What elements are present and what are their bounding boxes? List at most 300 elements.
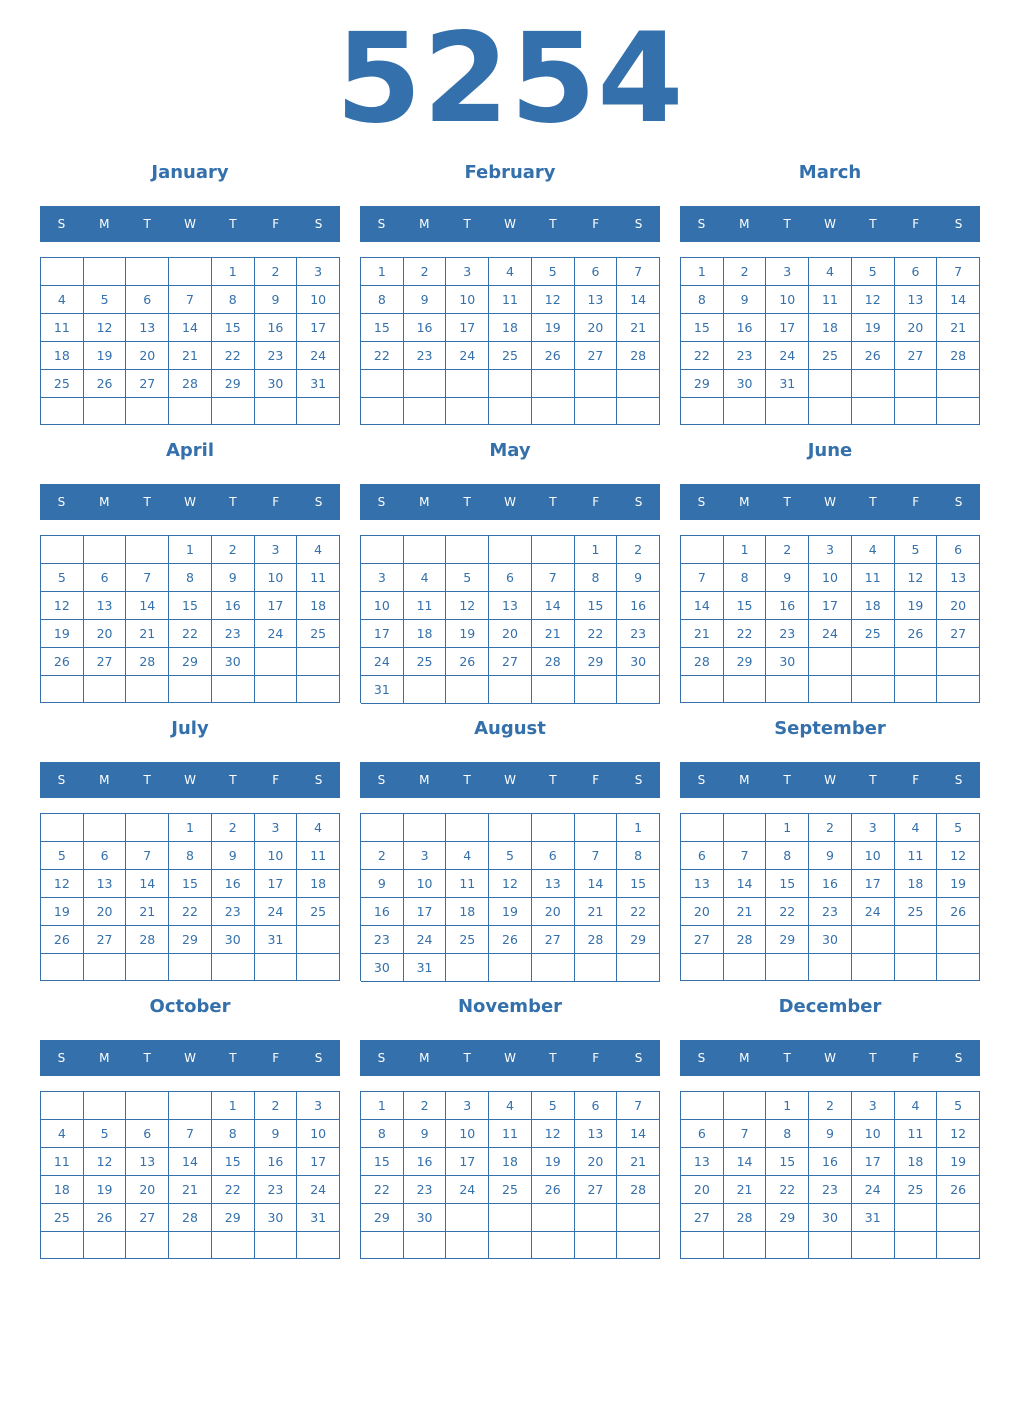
- day-cell: 23: [617, 620, 660, 648]
- day-cell: 29: [766, 1204, 809, 1232]
- day-cell: 1: [212, 1092, 255, 1120]
- day-cell: [895, 926, 938, 954]
- day-cell: 5: [84, 1120, 127, 1148]
- day-cell: 13: [575, 1120, 618, 1148]
- day-cell: 24: [809, 620, 852, 648]
- day-grid: [680, 1091, 980, 1259]
- weekday-label: T: [869, 1051, 877, 1065]
- weekday-label: T: [869, 217, 877, 231]
- day-cell: 4: [404, 564, 447, 592]
- day-cell: 26: [41, 926, 84, 954]
- day-cell: 14: [681, 592, 724, 620]
- day-cell: [169, 398, 212, 425]
- day-cell: [126, 1232, 169, 1259]
- day-cell: [532, 398, 575, 426]
- day-cell: 6: [84, 842, 127, 870]
- day-cell: 8: [212, 286, 255, 314]
- day-cell: 4: [41, 1120, 84, 1148]
- day-cell: 16: [404, 314, 447, 342]
- day-cell: 27: [681, 926, 724, 954]
- day-cell: 8: [169, 842, 212, 870]
- day-cell: 22: [766, 898, 809, 926]
- day-cell: 15: [361, 1148, 404, 1176]
- day-cell: 2: [404, 1092, 447, 1120]
- day-cell: 28: [617, 1176, 660, 1204]
- day-cell: 9: [212, 564, 255, 592]
- weekday-label: T: [783, 495, 791, 509]
- day-cell: 19: [532, 314, 575, 342]
- day-cell: [446, 954, 489, 982]
- day-cell: 9: [404, 286, 447, 314]
- day-cell: 18: [489, 314, 532, 342]
- day-cell: 27: [84, 926, 127, 954]
- day-cell: [297, 648, 340, 676]
- day-cell: [895, 398, 938, 425]
- day-cell: [84, 1092, 127, 1120]
- day-cell: [489, 398, 532, 426]
- weekday-label: S: [314, 495, 323, 509]
- day-cell: 5: [84, 286, 127, 314]
- day-cell: [84, 1232, 127, 1259]
- weekday-label: M: [739, 773, 750, 787]
- day-cell: 9: [255, 1120, 298, 1148]
- day-cell: 19: [895, 592, 938, 620]
- day-cell: 31: [404, 954, 447, 982]
- month-title: October: [149, 996, 231, 1017]
- day-cell: 20: [575, 1148, 618, 1176]
- weekday-label: S: [697, 1051, 706, 1065]
- weekday-label: M: [99, 217, 110, 231]
- day-cell: 22: [766, 1176, 809, 1204]
- day-cell: [489, 370, 532, 398]
- day-cell: 23: [361, 926, 404, 954]
- weekday-label: W: [824, 217, 836, 231]
- day-cell: 13: [937, 564, 980, 592]
- day-cell: [169, 676, 212, 703]
- day-cell: [766, 676, 809, 703]
- day-cell: 6: [575, 1092, 618, 1120]
- day-cell: [617, 1232, 660, 1259]
- day-cell: 21: [724, 1176, 767, 1204]
- day-cell: [766, 1232, 809, 1259]
- day-cell: 4: [41, 286, 84, 314]
- day-cell: 31: [255, 926, 298, 954]
- day-cell: 30: [809, 926, 852, 954]
- day-cell: 14: [169, 314, 212, 342]
- day-cell: 24: [297, 342, 340, 370]
- day-cell: 12: [895, 564, 938, 592]
- day-cell: 30: [404, 1204, 447, 1232]
- day-cell: 11: [852, 564, 895, 592]
- day-cell: [724, 1232, 767, 1259]
- month-title: February: [464, 162, 556, 183]
- day-cell: [489, 1232, 532, 1259]
- weekday-label: W: [824, 495, 836, 509]
- day-cell: [126, 258, 169, 286]
- day-cell: 3: [255, 536, 298, 564]
- weekday-label: M: [419, 1051, 430, 1065]
- day-cell: 9: [617, 564, 660, 592]
- day-cell: [84, 676, 127, 703]
- day-cell: [361, 536, 404, 564]
- day-cell: 20: [681, 898, 724, 926]
- day-cell: 3: [446, 1092, 489, 1120]
- day-cell: 10: [766, 286, 809, 314]
- day-cell: 17: [852, 1148, 895, 1176]
- day-cell: 15: [681, 314, 724, 342]
- day-cell: 25: [489, 1176, 532, 1204]
- day-cell: 1: [617, 814, 660, 842]
- day-cell: 30: [766, 648, 809, 676]
- day-cell: 9: [361, 870, 404, 898]
- day-cell: 9: [724, 286, 767, 314]
- day-cell: 6: [681, 842, 724, 870]
- day-cell: 19: [41, 898, 84, 926]
- day-cell: [575, 814, 618, 842]
- day-cell: 7: [126, 564, 169, 592]
- weekday-header: [40, 206, 340, 242]
- day-cell: 6: [84, 564, 127, 592]
- day-grid: [680, 535, 980, 703]
- day-cell: 17: [404, 898, 447, 926]
- day-cell: 9: [766, 564, 809, 592]
- day-cell: 4: [446, 842, 489, 870]
- weekday-label: M: [419, 773, 430, 787]
- day-cell: [489, 814, 532, 842]
- day-grid: [680, 813, 980, 981]
- day-cell: 22: [169, 898, 212, 926]
- day-cell: 24: [446, 1176, 489, 1204]
- day-cell: 18: [446, 898, 489, 926]
- weekday-header: [360, 1040, 660, 1076]
- day-cell: 5: [937, 814, 980, 842]
- day-cell: 15: [361, 314, 404, 342]
- day-cell: 7: [617, 258, 660, 286]
- weekday-label: M: [739, 1051, 750, 1065]
- day-cell: 12: [852, 286, 895, 314]
- day-cell: 10: [446, 286, 489, 314]
- day-grid: [40, 1091, 340, 1259]
- weekday-label: M: [99, 495, 110, 509]
- weekday-label: T: [783, 217, 791, 231]
- day-cell: 18: [852, 592, 895, 620]
- day-cell: 25: [297, 620, 340, 648]
- day-cell: 13: [681, 1148, 724, 1176]
- day-grid: [360, 813, 660, 981]
- day-cell: 24: [255, 620, 298, 648]
- day-cell: [724, 1092, 767, 1120]
- weekday-label: W: [184, 217, 196, 231]
- day-cell: 8: [724, 564, 767, 592]
- day-cell: 3: [297, 1092, 340, 1120]
- day-cell: 4: [852, 536, 895, 564]
- weekday-label: S: [57, 1051, 66, 1065]
- day-cell: 25: [41, 1204, 84, 1232]
- day-cell: 31: [297, 1204, 340, 1232]
- day-cell: [255, 676, 298, 703]
- day-cell: 11: [297, 842, 340, 870]
- day-cell: 22: [212, 342, 255, 370]
- day-cell: 17: [809, 592, 852, 620]
- day-cell: 27: [575, 342, 618, 370]
- day-cell: 18: [489, 1148, 532, 1176]
- day-cell: [84, 814, 127, 842]
- day-cell: 15: [212, 1148, 255, 1176]
- day-cell: 17: [255, 592, 298, 620]
- weekday-label: T: [869, 773, 877, 787]
- day-cell: 14: [575, 870, 618, 898]
- weekday-label: S: [57, 495, 66, 509]
- weekday-label: T: [229, 217, 237, 231]
- day-cell: 21: [681, 620, 724, 648]
- day-grid: [40, 535, 340, 703]
- weekday-label: T: [463, 773, 471, 787]
- day-cell: 30: [212, 926, 255, 954]
- day-cell: 21: [575, 898, 618, 926]
- day-cell: 5: [852, 258, 895, 286]
- day-cell: 20: [126, 342, 169, 370]
- day-cell: 6: [895, 258, 938, 286]
- day-cell: [852, 648, 895, 676]
- day-cell: [361, 370, 404, 398]
- day-cell: 30: [212, 648, 255, 676]
- day-cell: 1: [169, 814, 212, 842]
- weekday-label: M: [419, 495, 430, 509]
- day-cell: 17: [297, 1148, 340, 1176]
- day-cell: 27: [895, 342, 938, 370]
- day-cell: 28: [126, 648, 169, 676]
- day-cell: 10: [255, 842, 298, 870]
- day-cell: [126, 954, 169, 981]
- day-cell: 19: [532, 1148, 575, 1176]
- weekday-label: S: [377, 217, 386, 231]
- weekday-label: T: [463, 217, 471, 231]
- day-cell: [126, 536, 169, 564]
- day-cell: [446, 536, 489, 564]
- day-cell: 3: [852, 1092, 895, 1120]
- day-grid: [40, 813, 340, 981]
- day-cell: 10: [297, 286, 340, 314]
- day-cell: 23: [809, 1176, 852, 1204]
- day-cell: 29: [361, 1204, 404, 1232]
- day-cell: 16: [255, 314, 298, 342]
- day-cell: 10: [404, 870, 447, 898]
- day-cell: [575, 676, 618, 704]
- day-cell: [126, 398, 169, 425]
- day-cell: 16: [404, 1148, 447, 1176]
- day-cell: 2: [212, 536, 255, 564]
- day-cell: 11: [297, 564, 340, 592]
- day-cell: 27: [84, 648, 127, 676]
- weekday-label: M: [419, 217, 430, 231]
- day-cell: 27: [937, 620, 980, 648]
- day-cell: 2: [724, 258, 767, 286]
- day-cell: [809, 370, 852, 398]
- day-cell: 19: [446, 620, 489, 648]
- weekday-header: [360, 206, 660, 242]
- day-cell: [895, 648, 938, 676]
- weekday-header: [40, 1040, 340, 1076]
- day-cell: 12: [532, 286, 575, 314]
- day-cell: 13: [84, 592, 127, 620]
- weekday-label: W: [504, 1051, 516, 1065]
- day-cell: [297, 954, 340, 981]
- day-cell: 27: [489, 648, 532, 676]
- day-cell: 15: [169, 870, 212, 898]
- day-cell: 11: [41, 314, 84, 342]
- day-cell: 6: [681, 1120, 724, 1148]
- day-cell: 15: [766, 870, 809, 898]
- weekday-label: T: [463, 1051, 471, 1065]
- day-cell: 29: [212, 370, 255, 398]
- weekday-label: F: [272, 1051, 280, 1065]
- day-cell: 4: [489, 1092, 532, 1120]
- day-cell: [84, 398, 127, 425]
- weekday-label: M: [99, 773, 110, 787]
- day-cell: 10: [361, 592, 404, 620]
- day-cell: [852, 370, 895, 398]
- day-cell: 17: [255, 870, 298, 898]
- month-title: November: [457, 996, 563, 1017]
- month-title: June: [807, 440, 853, 461]
- day-cell: 21: [617, 1148, 660, 1176]
- day-cell: [126, 676, 169, 703]
- day-cell: 1: [361, 258, 404, 286]
- day-cell: [489, 676, 532, 704]
- day-cell: 27: [126, 1204, 169, 1232]
- weekday-label: F: [272, 495, 280, 509]
- day-cell: 5: [532, 1092, 575, 1120]
- day-cell: 21: [126, 620, 169, 648]
- day-cell: 29: [212, 1204, 255, 1232]
- day-cell: 23: [255, 342, 298, 370]
- day-cell: 3: [361, 564, 404, 592]
- day-cell: 5: [41, 564, 84, 592]
- day-cell: 26: [937, 1176, 980, 1204]
- day-cell: 18: [895, 1148, 938, 1176]
- day-grid: [360, 257, 660, 425]
- weekday-label: W: [504, 217, 516, 231]
- day-cell: 1: [681, 258, 724, 286]
- weekday-label: W: [184, 495, 196, 509]
- month-title: August: [474, 718, 546, 739]
- day-cell: [681, 398, 724, 425]
- day-cell: [41, 1092, 84, 1120]
- day-cell: [575, 370, 618, 398]
- day-cell: 11: [895, 842, 938, 870]
- day-cell: [297, 398, 340, 425]
- day-cell: [255, 648, 298, 676]
- day-cell: [766, 954, 809, 981]
- day-cell: 31: [766, 370, 809, 398]
- day-cell: 14: [532, 592, 575, 620]
- day-cell: [575, 1232, 618, 1259]
- day-cell: [852, 398, 895, 425]
- day-cell: [84, 536, 127, 564]
- day-cell: [937, 398, 980, 425]
- day-cell: [681, 954, 724, 981]
- day-cell: 17: [361, 620, 404, 648]
- weekday-header: [680, 484, 980, 520]
- day-cell: 17: [852, 870, 895, 898]
- day-cell: 23: [404, 342, 447, 370]
- day-cell: [446, 398, 489, 426]
- day-cell: [617, 676, 660, 704]
- day-cell: 16: [766, 592, 809, 620]
- day-cell: 23: [809, 898, 852, 926]
- day-cell: 3: [446, 258, 489, 286]
- day-cell: 23: [724, 342, 767, 370]
- day-cell: 26: [489, 926, 532, 954]
- day-cell: [41, 536, 84, 564]
- day-cell: 21: [532, 620, 575, 648]
- day-cell: 11: [41, 1148, 84, 1176]
- day-cell: 17: [446, 1148, 489, 1176]
- day-cell: 7: [126, 842, 169, 870]
- day-cell: 23: [404, 1176, 447, 1204]
- weekday-header: [680, 762, 980, 798]
- day-cell: 25: [446, 926, 489, 954]
- day-cell: 14: [126, 592, 169, 620]
- day-cell: 8: [766, 842, 809, 870]
- day-cell: 20: [895, 314, 938, 342]
- day-cell: 6: [489, 564, 532, 592]
- day-cell: 20: [532, 898, 575, 926]
- day-cell: [724, 954, 767, 981]
- day-cell: 11: [404, 592, 447, 620]
- day-cell: [681, 536, 724, 564]
- day-cell: 8: [617, 842, 660, 870]
- weekday-label: F: [272, 217, 280, 231]
- day-cell: 20: [681, 1176, 724, 1204]
- day-cell: 20: [489, 620, 532, 648]
- day-cell: 6: [532, 842, 575, 870]
- day-cell: [446, 676, 489, 704]
- day-cell: 19: [489, 898, 532, 926]
- day-cell: 14: [169, 1148, 212, 1176]
- day-cell: [617, 398, 660, 426]
- day-cell: 17: [446, 314, 489, 342]
- day-cell: [41, 954, 84, 981]
- weekday-label: S: [634, 773, 643, 787]
- day-cell: 4: [809, 258, 852, 286]
- day-cell: 22: [361, 1176, 404, 1204]
- day-cell: 20: [84, 620, 127, 648]
- day-cell: 3: [297, 258, 340, 286]
- day-cell: [446, 1204, 489, 1232]
- weekday-label: S: [377, 1051, 386, 1065]
- day-cell: 25: [489, 342, 532, 370]
- day-cell: 1: [361, 1092, 404, 1120]
- weekday-label: M: [739, 495, 750, 509]
- weekday-label: W: [184, 773, 196, 787]
- day-cell: 16: [212, 592, 255, 620]
- weekday-label: T: [783, 773, 791, 787]
- day-cell: [724, 398, 767, 425]
- weekday-label: W: [824, 1051, 836, 1065]
- day-cell: 1: [575, 536, 618, 564]
- day-cell: [446, 814, 489, 842]
- day-cell: 25: [895, 898, 938, 926]
- day-cell: 2: [809, 1092, 852, 1120]
- day-cell: 21: [617, 314, 660, 342]
- day-cell: 14: [937, 286, 980, 314]
- day-cell: 21: [724, 898, 767, 926]
- weekday-label: T: [549, 773, 557, 787]
- day-cell: [169, 1232, 212, 1259]
- day-cell: 29: [681, 370, 724, 398]
- weekday-label: S: [697, 773, 706, 787]
